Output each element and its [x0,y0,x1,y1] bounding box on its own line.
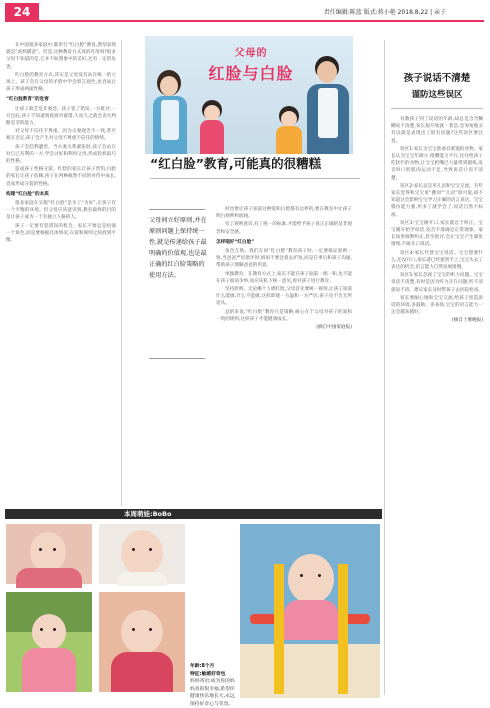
pullquote-rule [149,358,205,359]
left-para: 对父母不信任不尊重。因为夫妻观念不一致,甚至相互否定,孩子会产生对父母不尊重不信任的情绪。 [6,129,116,142]
header-rule [5,20,484,22]
baby-info [190,663,238,708]
page-number: 24 [5,3,39,20]
banner-title-line1: 父母的 [234,48,268,59]
page-header [0,0,490,22]
left-para: 在中国很多家庭中,都奉行“红白脸”教育,典型表现就是“虎妈猫爸”。但是,这种教育方式真的有用吗?很多父母不知道的是,它并不如想象中的美好,还有一定的危害。 [6,43,116,70]
article-headline: “红白脸”教育,可能真的很糟糕 [150,156,322,171]
baby-photo [99,524,185,584]
baby-photo [6,524,92,584]
mid-para: 有了规则意识,有了统一的标准,才能给予孩子真正正确的是非观念和安全感。 [216,222,352,235]
mid-para: 角色互换。我们在同“红白脸”教育孩子时,一定要保证原则一致,当爸爸严厉批评时,妈妈不要急着去护短,而是在事后和孩子沟通,帮助孩子理解爸爸的用意。 [216,249,352,269]
left-subheading: 构建“红白脸”的本质 [6,191,49,197]
right-title-line2: 谨防这些误区 [411,90,463,100]
baby-photo [99,592,185,692]
baby-note: 妈妈寄语:成为你的妈妈真的很幸福,希望你健康快乐地长大,永远保持好奇心与笑容。 [190,679,235,707]
right-para: 误区5:家长忽视了宝宝的听力问题。宝宝说话不清楚,有时是因为听力存在问题,听不清就说不清。建议家长及时带孩子去医院检查。 [391,273,483,293]
baby-age: 年龄:8个月 [190,664,215,669]
mid-subheading: 怎样唱好“红白脸” [216,239,255,245]
child-figure [273,106,305,154]
left-article [6,42,116,526]
right-article [391,116,483,692]
left-para: 造成孩子性格分裂。红脸的家长让孩子害怕,白脸的家长让孩子依赖,孩子在两种截然不同的对待中成长,容易形成分裂的性格。 [6,167,116,187]
headline-rule [150,178,360,179]
right-para: 有教孩子到了说话的年龄,却总是含含糊糊说不清楚,家长很开始就一着急,急匆匆地买有以就是表现出了很有问题?这些误区要注意。 [391,117,483,144]
father-figure [303,56,353,154]
child-figure [197,100,227,154]
baby-trait: 特征:敏感好奇包 [190,671,226,677]
right-heading-rule [391,108,483,109]
mid-para: 坚持原则。无论哪个人唱红脸,父母首先要统一规则,让孩子知道什么能做,什么不能做,这样即使一方温和一方严厉,孩子也不会无所适从。 [216,287,352,307]
column-divider [384,40,385,695]
header-meta: 责任编辑:陈蓝 版式:蒋小艳 2018.8.22 | 亲子 [323,9,446,16]
left-para: 孩子会趋利避害。当夫妻关系紧张时,孩子会站在对自己有利的一方,学会讨好和利用父母,形成投机取巧的性格。 [6,144,116,165]
banner-illustration [145,36,353,154]
pullquote-rule [149,209,205,210]
right-para: 家长要耐心地和宝宝交流,给孩子创造说话的环境,多鼓励、多表扬,宝宝的语言能力一定会越来越好。 [391,295,483,316]
right-title-line1: 孩子说话不清楚 [403,73,471,84]
banner-title-line2: 红脸与白脸 [208,64,294,83]
mid-article [216,206,352,508]
left-para: 很多家庭在实施“红白脸”是为了“为好”,让孩子有一个平衡的环境。但父母应该意识到,教育最终的目的是让孩子成为一个有独立人格的人。 [6,201,116,221]
left-para: 让孩子缺乏是非观念。孩子犯了错误,一方批评,一方包庇,孩子不知道到底谁对谁错,久而久之就会丧失判断是非的能力。 [6,106,116,127]
mid-para: 单独教育。在教育方式上,家长不能在孩子面前一唱一和,也不能在孩子面前争吵,而应该私下统一意见,再对孩子进行教育。 [216,271,352,284]
right-para: 误区1:家长为宝宝准备有难题的食物。家长认为宝宝年龄小,咀嚼能力不行,往往给孩子吃软烂的食物,让宝宝把嘴巴力量得到锻炼,发音时口腔肌肉运动不足,导致说话口齿不清楚。 [391,146,483,181]
babies-section-label: 本周萌娃:BoBo [118,509,177,519]
mother-figure [149,70,191,154]
left-para: 孩子一定要有犯错误的机会。家长不要总是扮演一个角色,而是要根据具体情况,在爱和规则之间找到平衡。 [6,223,116,244]
baby-photo [6,592,92,692]
left-para: 红白脸的教育方式,其实是父母没有站在统一的立场上。孩子会在父母的矛盾中学会察言观色,也容易让孩子形成两面性格。 [6,72,116,93]
mid-signature: (摘自中国家庭报) [316,325,352,331]
banner-title [203,44,299,84]
column-divider [121,40,122,506]
right-article-heading [391,70,483,100]
right-para: 误区2:家长总是用儿语和宝宝交流。有些家长觉得和宝宝说“叠词”“儿语”很可爱,却不知道这会影响宝宝学习正确的语言表达。宝宝模仿能力强,听多了就学会了,说话自然不标准。 [391,183,483,218]
mid-para: 总的来说,“红白脸”教育只是策略,核心在于父母对孩子的爱和一致的规则,这样孩子才能健康成长。 [216,309,352,322]
right-signature: (摘自十堰晚报) [451,318,483,324]
mid-para: 时也要让孩子知道这种爱和白脸都有边界的,要在教育中让孩子明白规则和底线。 [216,207,352,220]
pullquote: 父母间立好原则,并在原则问题上保持统一性,就是传递给孩子最明确的价值观,也是最正确的红白脸策略的使用方法。 [149,217,207,279]
right-para: 误区3:宝宝刚开口,家长就急于纠正。宝宝刚开始学说话,发音不准确是正常现象。家长如果频繁纠正,甚至批评,会让宝宝产生紧张情绪,不敢开口说话。 [391,220,483,248]
right-para: 误区4:家长代替宝宝说话。宝宝想要什么,还没开口,家长就已经递到手上,宝宝失去了表达的机会,语言能力自然发展缓慢。 [391,250,483,271]
babies-section-bar [5,509,382,519]
baby-photo [240,524,380,698]
left-subheading: “红白脸教育”的危害 [6,97,49,103]
